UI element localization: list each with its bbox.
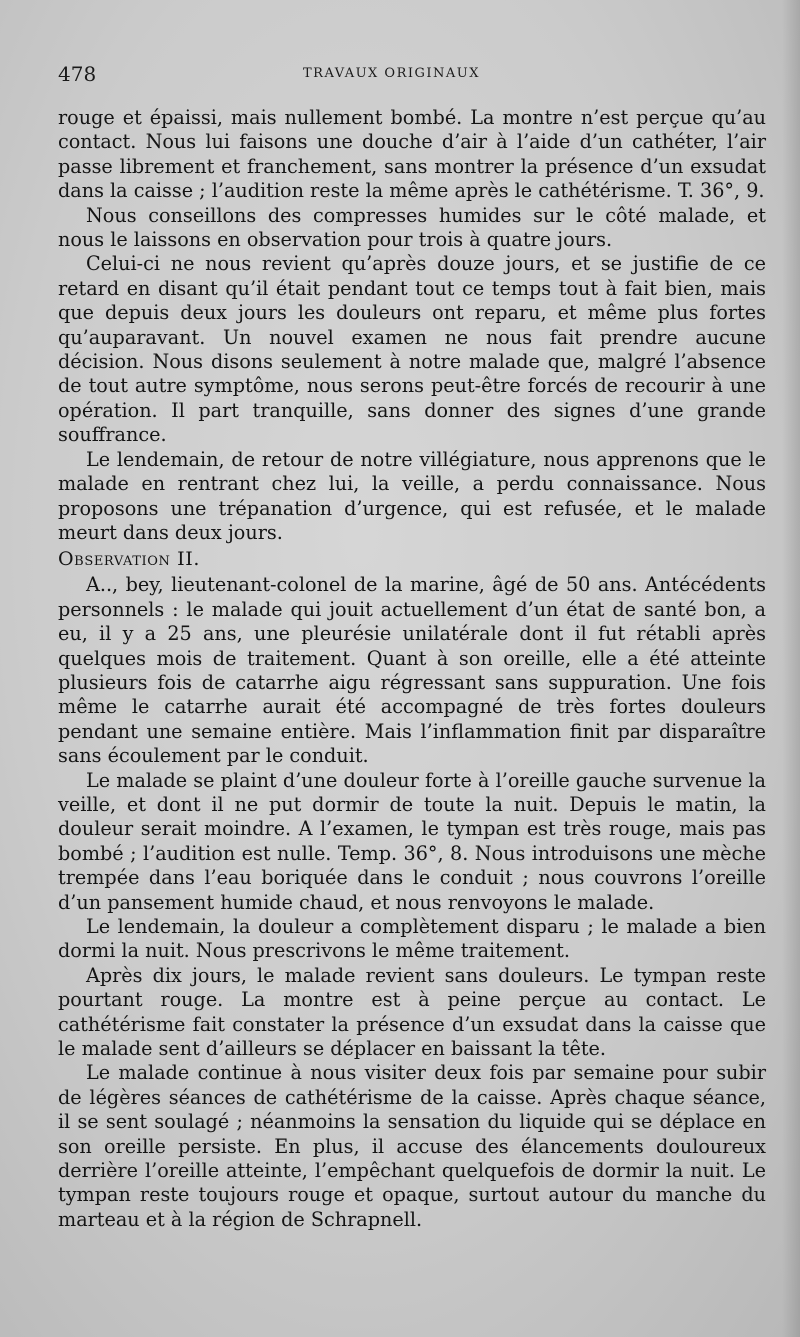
page-header bbox=[58, 62, 758, 92]
paragraph: Le lendemain, de retour de notre villégiature, nous apprenons que le malade en rentrant chez lui, la veille, a perdu connaissance. Nous proposons une trépanation d’urgence, qui est refusée, et le malade meurt dans deux jours. bbox=[58, 447, 766, 544]
page-body bbox=[58, 106, 766, 1232]
paragraph: Celui-ci ne nous revient qu’après douze jours, et se justifie de ce retard en disant qu’il était pendant tout ce temps tout à fait bien, mais que depuis deux jours les douleurs ont reparu, et même plus fortes qu’auparavant. Un nouvel examen ne nous fait prendre aucune décision. Nous disons seulement à notre malade que, malgré l’absence de tout autre symptôme, nous serons peut-être forcés de recourir à une opération. Il part tranquille, sans donner des signes d’une grande souffrance. bbox=[58, 252, 766, 447]
page-edge-shadow bbox=[782, 0, 800, 1337]
paragraph: A.., bey, lieutenant-colonel de la marine, âgé de 50 ans. Antécédents personnels : le malade qui jouit actuellement d’un état de santé bon, a eu, il y a 25 ans, une pleurésie unilatérale dont il fut rétabli après quelques mois de traitement. Quant à son oreille, elle a été atteinte plusieurs fois de catarrhe aigu régressant sans suppuration. Une fois même le catarrhe aurait été accompagné de très fortes douleurs pendant une semaine entière. Mais l’inflammation finit par disparaître sans écoulement par le conduit. bbox=[58, 573, 766, 768]
running-title: TRAVAUX ORIGINAUX bbox=[303, 66, 481, 81]
observation-heading: Observation II. bbox=[58, 548, 200, 571]
paragraph: Le lendemain, la douleur a complètement disparu ; le malade a bien dormi la nuit. Nous prescrivons le même traitement. bbox=[58, 915, 766, 963]
paragraph: Nous conseillons des compresses humides sur le côté malade, et nous le laissons en observation pour trois à quatre jours. bbox=[58, 203, 766, 252]
paragraph: Le malade continue à nous visiter deux fois par semaine pour subir de légères séances de cathétérisme de la caisse. Après chaque séance, il se sent soulagé ; néanmoins la sensation du liquide qui se déplace en son oreille persiste. En plus, il accuse des élancements douloureux derrière l’oreille atteinte, l’empêchant quelquefois de dormir la nuit. Le tympan reste toujours rouge et opaque, surtout autour du manche du marteau et à la région de Schrapnell. bbox=[58, 1061, 766, 1231]
paragraph-continuation: rouge et épaissi, mais nullement bombé. La montre n’est perçue qu’au contact. Nous lui faisons une douche d’air à l’aide d’un cathéter, l’air passe librement et franchement, sans montrer la présence d’un exsudat dans la caisse ; l’audition reste la même après le cathétérisme. T. 36°, 9. bbox=[58, 106, 766, 203]
paragraph: Le malade se plaint d’une douleur forte à l’oreille gauche survenue la veille, et dont il ne put dormir de toute la nuit. Depuis le matin, la douleur serait moindre. A l’examen, le tympan est très rouge, mais pas bombé ; l’audition est nulle. Temp. 36°, 8. Nous introduisons une mèche trempée dans l’eau boriquée dans le conduit ; nous couvrons l’oreille d’un pansement humide chaud, et nous renvoyons le malade. bbox=[58, 768, 766, 914]
paragraph: Après dix jours, le malade revient sans douleurs. Le tympan reste pourtant rouge. La montre est à peine perçue au contact. Le cathétérisme fait constater la présence d’un exsudat dans la caisse que le malade sent d’ailleurs se déplacer en baissant la tête. bbox=[58, 963, 766, 1061]
page-number: 478 bbox=[58, 62, 97, 86]
